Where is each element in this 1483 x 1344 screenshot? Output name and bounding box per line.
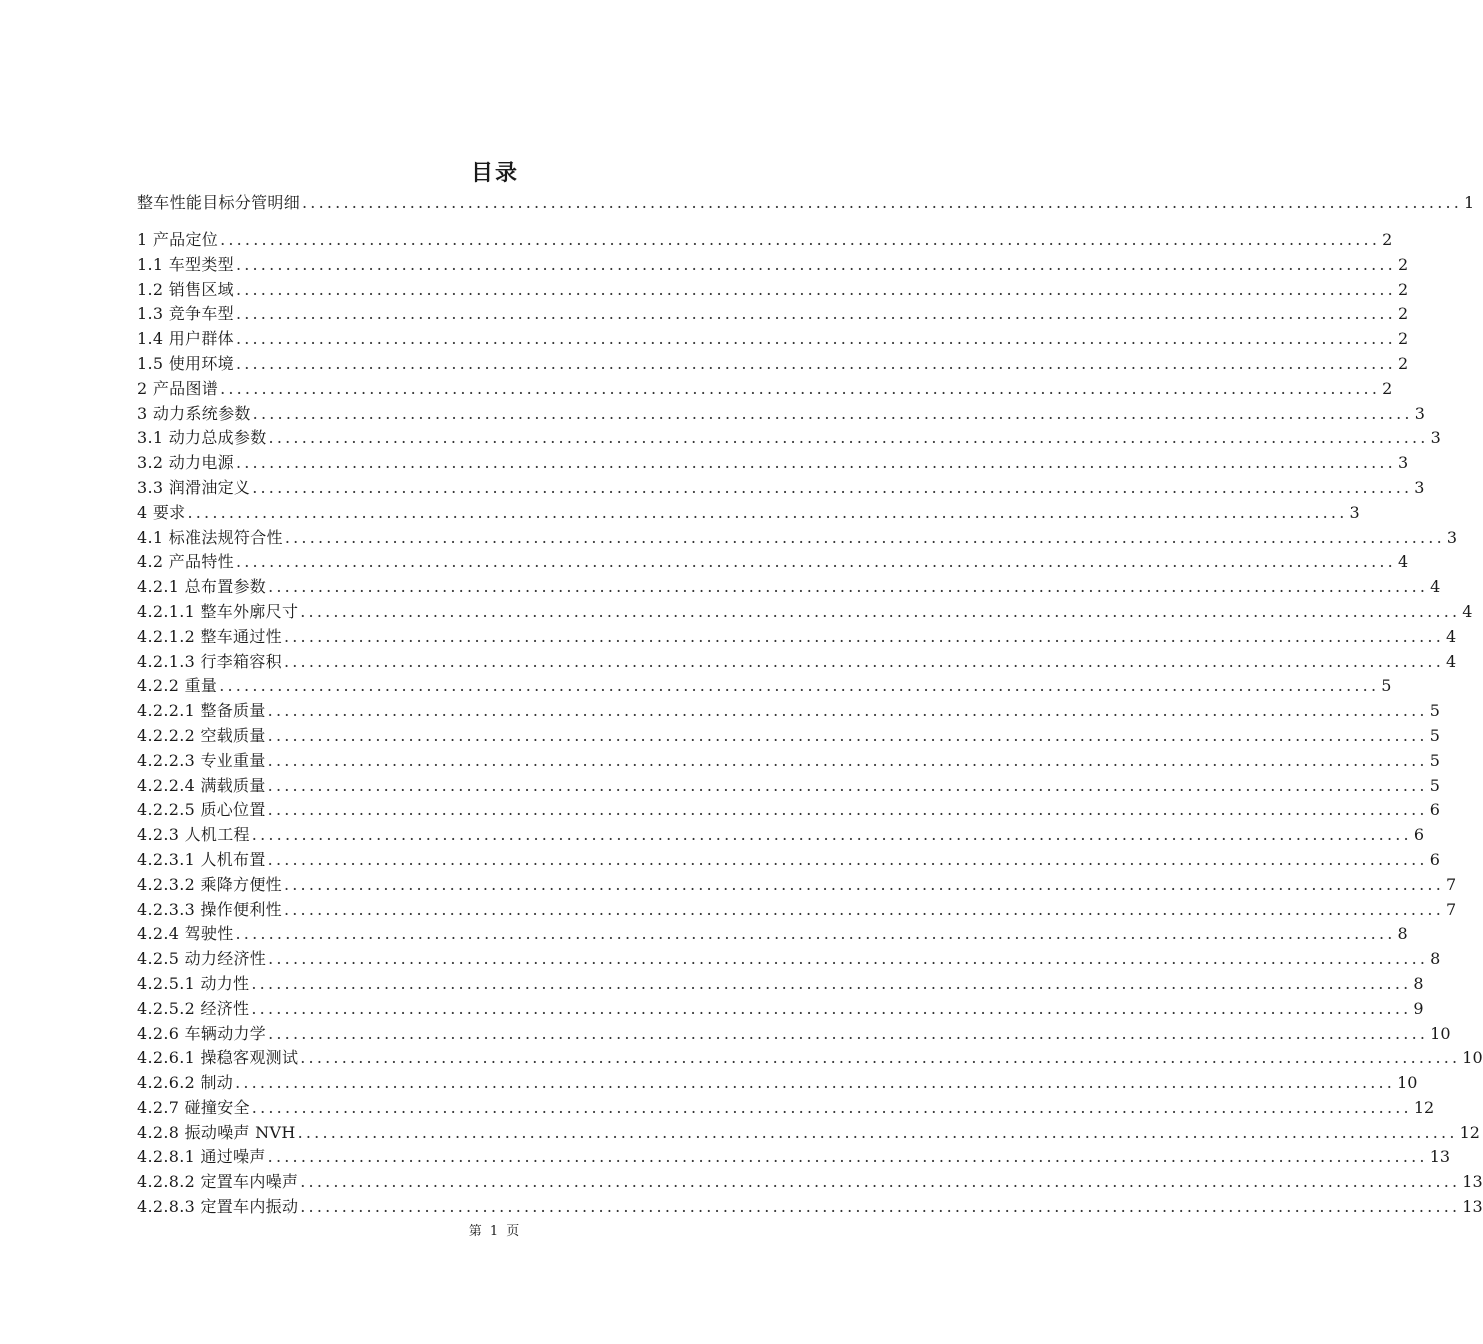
toc-entry[interactable] (137, 1145, 1451, 1170)
toc-dot-leader: ............................................................................................................................................ (283, 899, 1444, 919)
toc-entry-page: 4 (1397, 552, 1409, 572)
toc-entry[interactable] (137, 1096, 1435, 1121)
toc-dot-leader: ............................................................................................................................................ (220, 230, 1381, 249)
toc-entry[interactable] (137, 947, 1441, 972)
toc-entry[interactable] (137, 1170, 1483, 1195)
toc-entry-label: 2 产品图谱 (137, 378, 219, 398)
toc-entry-page: 2 (1397, 353, 1409, 373)
toc-entry[interactable] (137, 278, 1409, 303)
toc-entry-page: 5 (1429, 701, 1440, 721)
toc-entry-label: 3.3 润滑油定义 (137, 477, 251, 497)
toc-dot-leader: ............................................................................................................................................ (235, 304, 1396, 324)
toc-entry-label: 4.2.5.1 动力性 (137, 973, 250, 993)
toc-dot-leader: ............................................................................................................................................ (267, 849, 1428, 869)
toc-entry[interactable] (137, 898, 1457, 923)
toc-entry-label: 4.2.8.3 定置车内振动 (137, 1197, 299, 1217)
toc-entry[interactable] (137, 1022, 1451, 1047)
toc-dot-leader: ............................................................................................................................................ (302, 193, 1463, 212)
toc-entry-label: 3 动力系统参数 (137, 403, 251, 423)
toc-dot-leader: ............................................................................................................................................ (268, 577, 1429, 597)
toc-entry-label: 4.2.1.2 整车通过性 (137, 626, 282, 646)
toc-dot-leader: ............................................................................................................................................ (251, 998, 1412, 1018)
toc-dot-leader: ............................................................................................................................................ (268, 1023, 1429, 1043)
toc-dot-leader: ............................................................................................................................................ (284, 527, 1445, 547)
toc-entry-page: 3 (1349, 502, 1360, 522)
toc-entry-page: 2 (1382, 378, 1393, 398)
toc-entry-page: 3 (1397, 453, 1409, 473)
toc-dot-leader: ............................................................................................................................................ (220, 378, 1381, 398)
toc-entry-label: 4.2.4 驾驶性 (137, 924, 234, 944)
toc-entry-label: 4.2.3 人机工程 (137, 825, 250, 845)
toc-entry[interactable] (137, 972, 1424, 997)
toc-entry[interactable] (137, 451, 1409, 476)
toc-entry-page: 7 (1446, 874, 1457, 894)
toc-dot-leader: ............................................................................................................................................ (300, 601, 1461, 621)
toc-entry-page: 6 (1429, 800, 1440, 820)
toc-entry-label: 4.2.2.1 整备质量 (137, 701, 266, 721)
toc-entry-page: 2 (1397, 329, 1409, 349)
toc-entry[interactable] (137, 823, 1425, 848)
toc-dot-leader: ............................................................................................................................................ (235, 453, 1396, 473)
toc-entry-label: 4.2.1.3 行李箱容积 (137, 651, 282, 671)
toc-entry[interactable] (137, 575, 1441, 600)
toc-entry[interactable] (137, 997, 1424, 1022)
toc-entry[interactable] (137, 253, 1409, 278)
toc-entry[interactable] (137, 402, 1425, 427)
toc-entry-page: 8 (1413, 973, 1424, 993)
toc-entry-page: 9 (1413, 998, 1424, 1018)
toc-entry-page: 3 (1414, 477, 1425, 497)
toc-entry-label: 4.2.8.1 通过噪声 (137, 1147, 266, 1167)
toc-entry[interactable] (137, 1195, 1483, 1220)
toc-entry[interactable] (137, 724, 1440, 749)
toc-entry-label: 4.2.8.2 定置车内噪声 (137, 1172, 299, 1192)
toc-entry-page: 10 (1462, 1048, 1483, 1068)
toc-entry-label: 4.2.5 动力经济性 (137, 949, 267, 969)
toc-entry-page: 5 (1381, 676, 1392, 696)
toc-entry-label: 4.2.2.2 空载质量 (137, 725, 266, 745)
toc-entry-label: 4.2.5.2 经济性 (137, 998, 250, 1018)
toc-entry[interactable] (137, 1046, 1483, 1071)
toc-entry[interactable] (137, 228, 1393, 253)
toc-dot-leader: ............................................................................................................................................ (297, 1122, 1458, 1142)
toc-dot-leader: ............................................................................................................................................ (300, 1197, 1461, 1217)
toc-dot-leader: ............................................................................................................................................ (219, 676, 1380, 696)
toc-entry[interactable] (137, 650, 1457, 675)
toc-dot-leader: ............................................................................................................................................ (235, 353, 1396, 373)
toc-entry-page: 4 (1446, 651, 1457, 671)
toc-dot-leader: ............................................................................................................................................ (267, 725, 1428, 745)
toc-dot-leader: ............................................................................................................................................ (251, 825, 1412, 845)
toc-entry-label: 4.2.6.1 操稳客观测试 (137, 1048, 299, 1068)
toc-entry-label: 4.2.8 振动噪声 NVH (137, 1122, 296, 1142)
toc-entry-page: 5 (1429, 750, 1440, 770)
toc-entry-page: 12 (1413, 1097, 1435, 1117)
toc-entry-label: 4.2.2.4 满载质量 (137, 775, 266, 795)
toc-entry-label: 4.2.3.2 乘降方便性 (137, 874, 282, 894)
toc-entry[interactable] (137, 191, 1475, 216)
toc-entry-label: 3.1 动力总成参数 (137, 428, 267, 448)
toc-entry-page: 13 (1429, 1147, 1451, 1167)
toc-entry[interactable] (137, 426, 1441, 451)
toc-title: 目录 (470, 160, 519, 186)
toc-entry[interactable] (137, 1071, 1418, 1096)
page-footer: 第 1 页 (468, 1224, 522, 1239)
toc-entry[interactable] (137, 302, 1409, 327)
toc-dot-leader: ............................................................................................................................................ (235, 924, 1396, 944)
toc-dot-leader: ............................................................................................................................................ (235, 1073, 1396, 1093)
toc-dot-leader: ............................................................................................................................................ (267, 701, 1428, 721)
toc-dot-leader: ............................................................................................................................................ (251, 973, 1412, 993)
toc-dot-leader: ............................................................................................................................................ (268, 428, 1429, 448)
toc-entry-label: 4.2.3.3 操作便利性 (137, 899, 282, 919)
toc-entry-page: 1 (1464, 193, 1475, 212)
toc-entry-label: 1.1 车型类型 (137, 254, 234, 274)
toc-entry[interactable] (137, 774, 1440, 799)
toc-dot-leader: ............................................................................................................................................ (267, 1147, 1428, 1167)
toc-entry-label: 4.1 标准法规符合性 (137, 527, 283, 547)
toc-entry-label: 1.4 用户群体 (137, 329, 234, 349)
toc-entry-label: 4.2.2.3 专业重量 (137, 750, 266, 770)
toc-entry[interactable] (137, 600, 1473, 625)
toc-entry[interactable] (137, 873, 1457, 898)
toc-entry-label: 4.2.1.1 整车外廓尺寸 (137, 601, 299, 621)
toc-dot-leader: ............................................................................................................................................ (187, 502, 1348, 522)
toc-entry-page: 13 (1462, 1172, 1483, 1192)
toc-entry[interactable] (137, 476, 1425, 501)
toc-dot-leader: ............................................................................................................................................ (268, 949, 1429, 969)
toc-entry[interactable] (137, 550, 1409, 575)
toc-entry-page: 4 (1446, 626, 1457, 646)
toc-entry-page: 10 (1397, 1073, 1418, 1093)
toc-entry[interactable] (137, 798, 1440, 823)
toc-dot-leader: ............................................................................................................................................ (235, 254, 1396, 274)
toc-entry[interactable] (137, 327, 1409, 352)
toc-dot-leader: ............................................................................................................................................ (283, 874, 1444, 894)
toc-dot-leader: ............................................................................................................................................ (267, 800, 1428, 820)
toc-entry[interactable] (137, 848, 1440, 873)
toc-entry-page: 6 (1429, 849, 1440, 869)
toc-entry-page: 3 (1414, 403, 1425, 423)
toc-entry[interactable] (137, 501, 1360, 526)
toc-entry-page: 13 (1462, 1197, 1483, 1217)
toc-entry[interactable] (137, 1121, 1480, 1146)
toc-entry-page: 10 (1430, 1023, 1451, 1043)
toc-dot-leader: ............................................................................................................................................ (300, 1172, 1461, 1192)
toc-dot-leader: ............................................................................................................................................ (283, 626, 1444, 646)
toc-entry-label: 1 产品定位 (137, 230, 219, 249)
toc-entry[interactable] (137, 922, 1408, 947)
toc-entry[interactable] (137, 352, 1409, 377)
toc-dot-leader: ............................................................................................................................................ (267, 775, 1428, 795)
toc-entry-label: 4.2.6.2 制动 (137, 1073, 234, 1093)
toc-entry-label: 4.2.3.1 人机布置 (137, 849, 266, 869)
toc-entry[interactable] (137, 625, 1457, 650)
toc-dot-leader: ............................................................................................................................................ (251, 1097, 1412, 1117)
toc-entry-page: 8 (1397, 924, 1408, 944)
toc-entry-page: 4 (1462, 601, 1473, 621)
toc-entry-page: 2 (1397, 279, 1409, 299)
toc-entry-label: 4.2.7 碰撞安全 (137, 1097, 250, 1117)
toc-entry-page: 2 (1382, 230, 1393, 249)
toc-entry-page: 3 (1446, 527, 1458, 547)
toc-entry-page: 2 (1397, 254, 1409, 274)
toc-entry-label: 1.2 销售区域 (137, 279, 234, 299)
toc-dot-leader: ............................................................................................................................................ (235, 329, 1396, 349)
toc-dot-leader: ............................................................................................................................................ (267, 750, 1428, 770)
toc-entry-page: 5 (1429, 725, 1440, 745)
toc-top-entry[interactable] (137, 191, 1475, 216)
toc-entry-label: 4.2.6 车辆动力学 (137, 1023, 267, 1043)
toc-entry[interactable] (137, 377, 1393, 402)
toc-entry-label: 4.2.2.5 质心位置 (137, 800, 266, 820)
toc-entry-label: 整车性能目标分管明细 (137, 193, 301, 212)
toc-list (137, 228, 1483, 1220)
toc-entry-label: 3.2 动力电源 (137, 453, 234, 473)
toc-dot-leader: ............................................................................................................................................ (283, 651, 1444, 671)
toc-dot-leader: ............................................................................................................................................ (252, 477, 1413, 497)
toc-entry-page: 7 (1446, 899, 1457, 919)
toc-entry-label: 1.3 竞争车型 (137, 304, 234, 324)
toc-entry-label: 4.2.1 总布置参数 (137, 577, 267, 597)
toc-entry-label: 4 要求 (137, 502, 186, 522)
toc-entry-page: 12 (1459, 1122, 1480, 1142)
toc-dot-leader: ............................................................................................................................................ (300, 1048, 1461, 1068)
toc-dot-leader: ............................................................................................................................................ (252, 403, 1413, 423)
toc-entry-label: 4.2 产品特性 (137, 552, 234, 572)
toc-entry-label: 4.2.2 重量 (137, 676, 218, 696)
toc-dot-leader: ............................................................................................................................................ (235, 279, 1396, 299)
toc-entry-page: 6 (1413, 825, 1425, 845)
toc-entry-page: 3 (1430, 428, 1441, 448)
toc-dot-leader: ............................................................................................................................................ (235, 552, 1396, 572)
toc-entry[interactable] (137, 749, 1440, 774)
toc-entry[interactable] (137, 674, 1392, 699)
toc-entry-page: 2 (1397, 304, 1409, 324)
toc-entry-page: 4 (1430, 577, 1441, 597)
toc-entry[interactable] (137, 699, 1440, 724)
toc-entry[interactable] (137, 526, 1458, 551)
toc-entry-label: 1.5 使用环境 (137, 353, 234, 373)
toc-entry-page: 8 (1430, 949, 1441, 969)
toc-entry-page: 5 (1429, 775, 1440, 795)
